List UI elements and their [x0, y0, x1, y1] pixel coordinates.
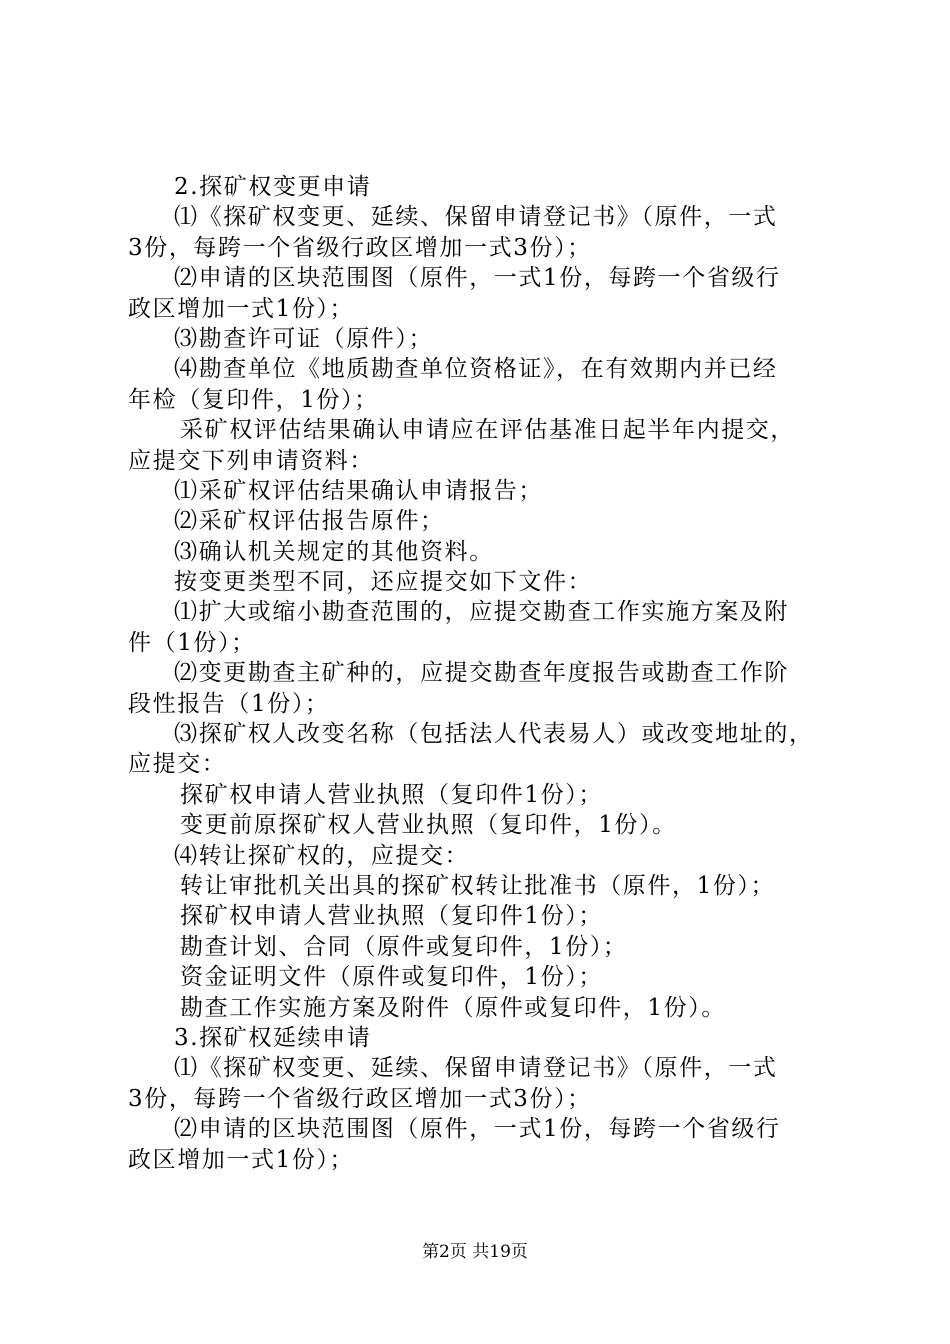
- paragraph-line: 3.探矿权延续申请: [174, 1024, 372, 1051]
- paragraph-line: 资金证明文件（原件或复印件，1份）；: [180, 964, 603, 991]
- paragraph-line: 勘查工作实施方案及附件（原件或复印件，1份）。: [180, 994, 726, 1021]
- paragraph-line: 应提交下列申请资料：: [128, 447, 374, 474]
- paragraph-line: 探矿权申请人营业执照（复印件1份）；: [180, 781, 603, 808]
- paragraph-line: 转让审批机关出具的探矿权转让批准书（原件，1份）；: [180, 872, 776, 899]
- paragraph-line: 政区增加一式1份）；: [128, 1146, 355, 1173]
- paragraph-line: ⑴《探矿权变更、延续、保留申请登记书》（原件，一式: [174, 1055, 778, 1082]
- paragraph-line: 3份，每跨一个省级行政区增加一式3份）；: [128, 1085, 592, 1112]
- paragraph-line: 按变更类型不同，还应提交如下文件：: [174, 569, 593, 596]
- document-body: [128, 172, 838, 1175]
- paragraph-line: ⑶确认机关规定的其他资料。: [174, 538, 494, 565]
- paragraph-line: 勘查计划、合同（原件或复印件，1份）；: [180, 933, 628, 960]
- paragraph-line: 段性报告（1份）；: [128, 690, 330, 717]
- paragraph-line: ⑷转让探矿权的，应提交：: [174, 842, 470, 869]
- paragraph-line: 件（1份）；: [128, 629, 256, 656]
- paragraph-line: 变更前原探矿权人营业执照（复印件，1份）。: [180, 812, 677, 839]
- paragraph-line: ⑵变更勘查主矿种的，应提交勘查年度报告或勘查工作阶: [174, 660, 789, 687]
- paragraph-line: 探矿权申请人营业执照（复印件1份）；: [180, 903, 603, 930]
- paragraph-line: ⑷勘查单位《地质勘查单位资格证》，在有效期内并已经: [174, 356, 778, 383]
- paragraph-line: 采矿权评估结果确认申请应在评估基准日起半年内提交，: [180, 417, 795, 444]
- paragraph-line: ⑶探矿权人改变名称（包括法人代表易人）或改变地址的，: [174, 721, 814, 748]
- paragraph-line: 政区增加一式1份）；: [128, 295, 355, 322]
- paragraph-line: 应提交：: [128, 751, 227, 778]
- paragraph-line: ⑴《探矿权变更、延续、保留申请登记书》（原件，一式: [174, 204, 778, 231]
- paragraph-line: ⑴扩大或缩小勘查范围的，应提交勘查工作实施方案及附: [174, 599, 789, 626]
- paragraph-line: ⑴采矿权评估结果确认申请报告；: [174, 477, 543, 504]
- paragraph-line: ⑶勘查许可证（原件）；: [174, 325, 434, 352]
- paragraph-line: 2.探矿权变更申请: [174, 174, 372, 200]
- paragraph-line: ⑵申请的区块范围图（原件，一式1份，每跨一个省级行: [174, 1116, 781, 1143]
- paragraph-line: 年检（复印件，1份）；: [128, 386, 379, 413]
- page-footer: 第2页 共19页: [422, 1242, 528, 1262]
- paragraph-line: 3份，每跨一个省级行政区增加一式3份）；: [128, 234, 592, 261]
- paragraph-line: ⑵采矿权评估报告原件；: [174, 508, 445, 535]
- paragraph-line: ⑵申请的区块范围图（原件，一式1份，每跨一个省级行: [174, 265, 781, 292]
